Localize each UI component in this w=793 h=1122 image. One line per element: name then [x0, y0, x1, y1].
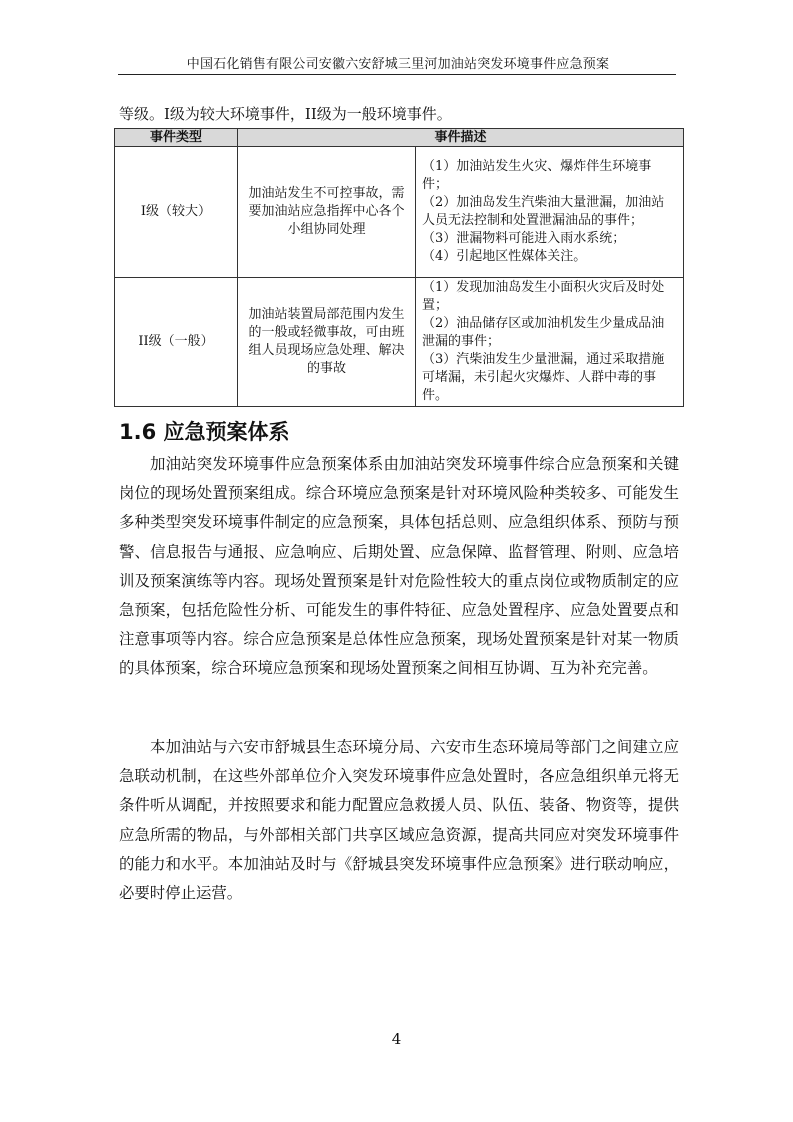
event-item: （1）发现加油岛发生小面积火灾后及时处置； [422, 280, 665, 313]
event-items [416, 278, 684, 407]
page-number: 4 [391, 1030, 402, 1048]
event-item: （3）汽柴油发生少量泄漏，通过采取措施可堵漏，未引起火灾爆炸、人群中毒的事件。 [422, 352, 665, 403]
event-summary: 加油站发生不可控事故，需要加油站应急指挥中心各个小组协同处理 [238, 147, 416, 278]
table-row [115, 278, 684, 407]
header-divider [118, 74, 676, 75]
event-item: （3）泄漏物料可能进入雨水系统； [422, 231, 626, 246]
event-item: （2）加油岛发生汽柴油大量泄漏，加油站人员无法控制和处置泄漏油品的事件； [422, 195, 665, 228]
event-level: II级（一般） [115, 278, 238, 407]
event-item: （4）引起地区性媒体关注。 [422, 249, 587, 264]
event-summary: 加油站装置局部范围内发生的一般或轻微事故，可由班组人员现场应急处理、解决的事故 [238, 278, 416, 407]
body-paragraph: 本加油站与六安市舒城县生态环境分局、六安市生态环境局等部门之间建立应急联动机制，在这些外部单位介入突发环境事件应急处置时，各应急组织单元将无条件听从调配，并按照要求和能力配置应急救援人员、队伍、装备、物资等，提供应急所需的物品，与外部相关部门共享区域应急资源，提高共同应对突发环境事件的能力和水平。本加油站及时与《舒城县突发环境事件应急预案》进行联动响应，必要时停止运营。 [119, 738, 679, 903]
event-level: I级（较大） [115, 147, 238, 278]
table-header-row [115, 129, 684, 147]
event-item: （2）油品储存区或加油机发生少量成品油泄漏的事件； [422, 316, 665, 349]
intro-text: 等级。I级为较大环境事件，II级为一般环境事件。 [119, 105, 452, 123]
header-event-type: 事件类型 [115, 129, 238, 147]
page-header: 中国石化销售有限公司安徽六安舒城三里河加油站突发环境事件应急预案 [186, 57, 610, 72]
event-item: （1）加油站发生火灾、爆炸伴生环境事件； [422, 159, 652, 192]
body-paragraph: 加油站突发环境事件应急预案体系由加油站突发环境事件综合应急预案和关键岗位的现场处置预案组成。综合环境应急预案是针对环境风险种类较多、可能发生多种类型突发环境事件制定的应急预案，具体包括总则、应急组织体系、预防与预警、信息报告与通报、应急响应、后期处置、应急保障、监督管理、附则、应急培训及预案演练等内容。现场处置预案是针对危险性较大的重点岗位或物质制定的应急预案，包括危险性分析、可能发生的事件特征、应急处置程序、应急处置要点和注意事项等内容。综合应急预案是总体性应急预案，现场处置预案是针对某一物质的具体预案，综合环境应急预案和现场处置预案之间相互协调、互为补充完善。 [119, 455, 679, 678]
section-heading: 1.6 应急预案体系 [119, 420, 290, 444]
header-event-description: 事件描述 [238, 129, 684, 147]
event-level-table [114, 128, 684, 407]
event-items [416, 147, 684, 278]
table-row [115, 147, 684, 278]
